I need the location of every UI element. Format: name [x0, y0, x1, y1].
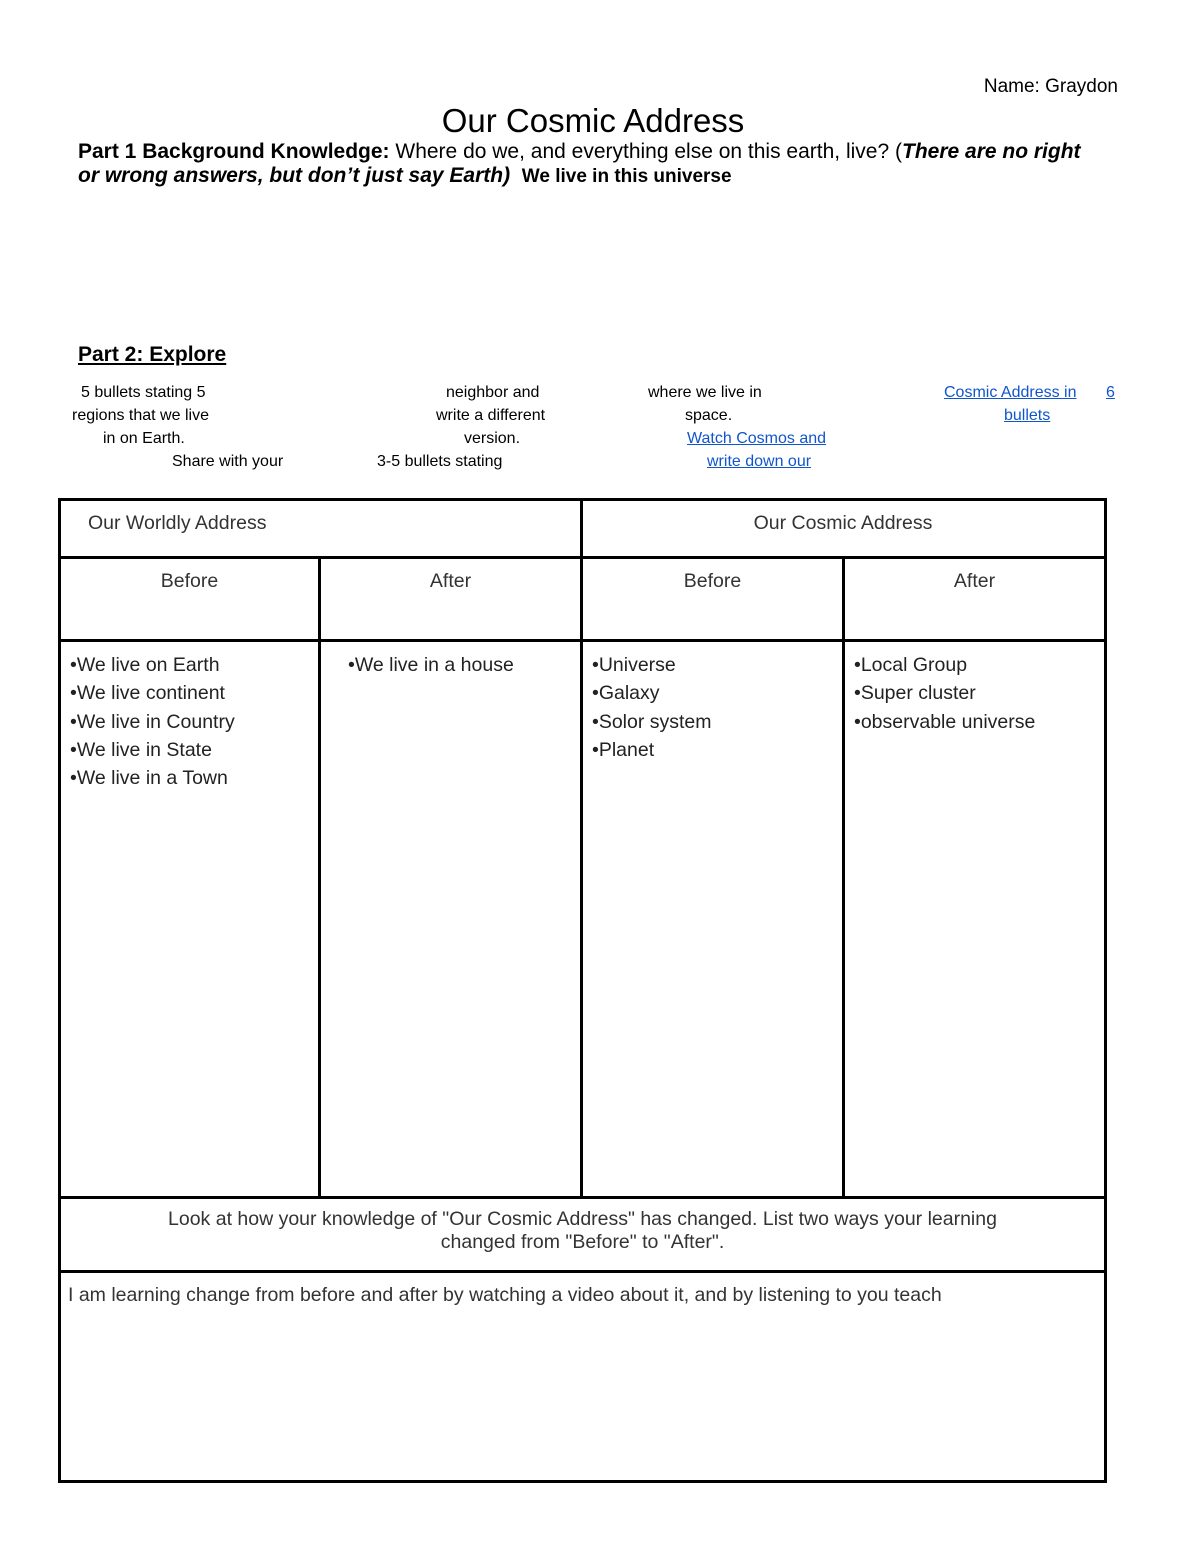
part1-note: There are no right or wrong answers, but don’t just say Earth): [78, 140, 1081, 187]
instr-col1-line1: 5 bullets stating 5: [81, 384, 206, 401]
instr-col1-line4: Share with your: [172, 453, 284, 470]
instr-col2-line1: neighbor and: [446, 384, 540, 401]
page-title: Our Cosmic Address: [441, 102, 745, 139]
cosmic-before-header: Before: [683, 570, 742, 592]
cosmic-address-link-line1[interactable]: Cosmic Address in: [944, 384, 1077, 401]
list-item: • observable universe: [854, 708, 1035, 736]
instr-col1-line2: regions that we live: [72, 407, 209, 424]
part1-question: Where do we, and everything else on this earth, live? (: [389, 140, 902, 163]
part1-answer[interactable]: We live in this universe: [521, 166, 732, 187]
list-item: • Local Group: [854, 651, 1035, 679]
instr-col1-line3: in on Earth.: [103, 430, 185, 447]
cosmic-address-link-six[interactable]: 6: [1106, 384, 1115, 401]
part1-label: Part 1 Background Knowledge:: [78, 140, 390, 163]
instr-col3-line1: where we live in: [648, 384, 762, 401]
cosmos-video-link-line2[interactable]: write down our: [707, 453, 812, 470]
list-item: • We live on Earth: [70, 651, 235, 679]
reflection-prompt: [61, 1208, 1104, 1254]
list-item: • Galaxy: [592, 679, 712, 707]
instr-col3-line2: space.: [685, 407, 733, 424]
list-item: • Planet: [592, 736, 712, 764]
list-item: • We live continent: [70, 679, 235, 707]
cosmic-after-list[interactable]: [854, 651, 1035, 736]
cosmos-video-link-line1[interactable]: Watch Cosmos and: [687, 430, 827, 447]
list-item: • We live in Country: [70, 708, 235, 736]
table-border-right: [1104, 498, 1107, 1483]
table-divider: [580, 498, 583, 1199]
list-item: • We live in a house: [348, 651, 514, 679]
table-divider: [842, 556, 845, 1199]
list-item: • Solor system: [592, 708, 712, 736]
cosmic-address-header: Our Cosmic Address: [753, 512, 933, 534]
worldly-after-list[interactable]: [348, 651, 514, 679]
cosmic-after-header: After: [953, 570, 996, 592]
table-border-left: [58, 498, 61, 1483]
cosmic-address-link-line2[interactable]: bullets: [1004, 407, 1051, 424]
table-divider: [58, 1270, 1107, 1273]
list-item: • Super cluster: [854, 679, 1035, 707]
worldly-before-list[interactable]: [70, 651, 235, 792]
list-item: • Universe: [592, 651, 712, 679]
instr-col2-line2: write a different: [436, 407, 546, 424]
worldly-before-header: Before: [160, 570, 219, 592]
part1-section: [78, 140, 1088, 189]
worldly-after-header: After: [429, 570, 472, 592]
worldly-address-header: Our Worldly Address: [88, 512, 267, 534]
reflection-prompt-line1: Look at how your knowledge of "Our Cosmic Address" has changed. List two ways your learning: [168, 1208, 997, 1230]
student-name: Name: Graydon: [983, 76, 1118, 97]
reflection-prompt-line2: changed from "Before" to "After".: [440, 1231, 725, 1253]
list-item: • We live in State: [70, 736, 235, 764]
table-border-bottom: [58, 1480, 1107, 1483]
instr-col2-line4: 3-5 bullets stating: [377, 453, 503, 470]
instr-col2-line3: version.: [464, 430, 521, 447]
table-divider: [318, 556, 321, 1199]
reflection-answer[interactable]: I am learning change from before and after by watching a video about it, and by listening to you teach: [68, 1284, 942, 1306]
cosmic-before-list[interactable]: [592, 651, 712, 764]
part2-heading: Part 2: Explore: [78, 343, 227, 366]
list-item: • We live in a Town: [70, 764, 235, 792]
